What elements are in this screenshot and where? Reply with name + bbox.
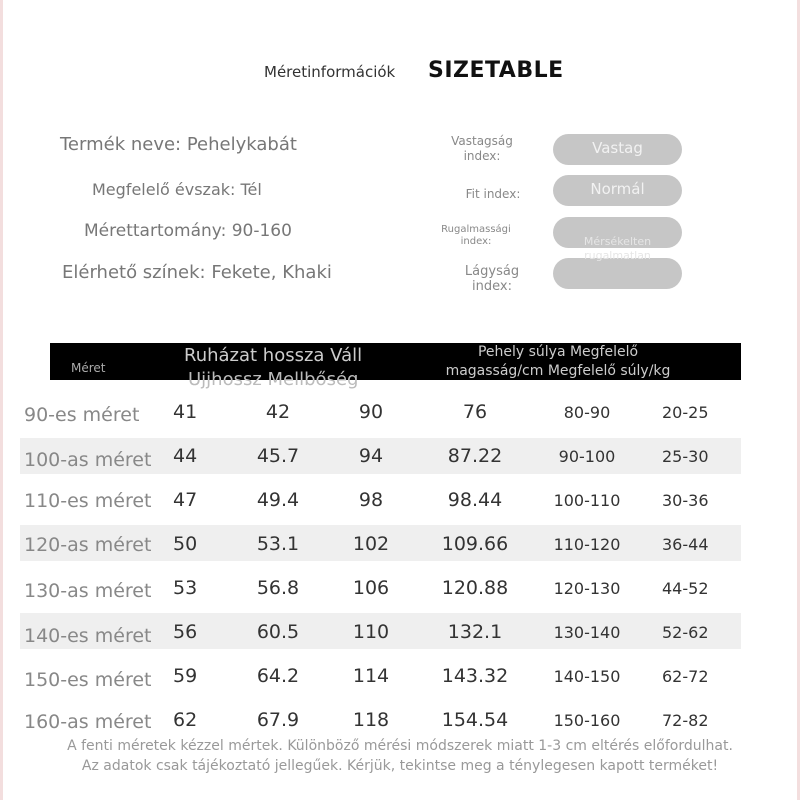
clothing-length: 41	[173, 401, 198, 423]
chest: 154.54	[441, 709, 509, 731]
available-colors: Elérhető színek: Fekete, Khaki	[62, 262, 332, 283]
clothing-length: 62	[173, 709, 198, 731]
clothing-length: 59	[173, 665, 198, 687]
size-name: 140-es méret	[24, 625, 152, 647]
sleeve-length: 106	[352, 577, 390, 599]
weight-range: 72-82	[662, 711, 709, 730]
height-range: 120-130	[553, 579, 621, 598]
product-name: Termék neve: Pehelykabát	[60, 134, 297, 155]
thickness-index-label: Vastagság index:	[451, 134, 513, 163]
shoulder: 53.1	[256, 533, 300, 555]
size-name: 120-as méret	[24, 534, 152, 556]
shoulder: 45.7	[256, 445, 300, 467]
shoulder: 67.9	[256, 709, 300, 731]
weight-range: 20-25	[662, 403, 709, 422]
chest: 120.88	[441, 577, 509, 599]
height-range: 80-90	[563, 403, 611, 422]
size-name: 110-es méret	[24, 490, 152, 512]
header-right-line2: magasság/cm Megfelelő súly/kg	[445, 363, 671, 379]
sleeve-length: 94	[358, 445, 384, 467]
chest: 132.1	[447, 621, 503, 643]
size-name: 90-es méret	[24, 404, 140, 426]
weight-range: 25-30	[662, 447, 709, 466]
fit-index-value: Normál	[553, 175, 682, 206]
left-border	[0, 0, 3, 800]
header-measurements-line1: Ruházat hossza Váll	[184, 345, 363, 366]
thickness-index-value: Vastag	[553, 134, 682, 165]
chest: 76	[462, 401, 488, 423]
sleeve-length: 110	[352, 621, 390, 643]
shoulder: 64.2	[256, 665, 300, 687]
chest: 87.22	[447, 445, 503, 467]
elasticity-overlay-text: Mérsékelten rugalmatlan	[583, 235, 652, 262]
size-name: 160-as méret	[24, 711, 152, 733]
height-range: 90-100	[558, 447, 616, 466]
clothing-length: 50	[173, 533, 198, 555]
weight-range: 52-62	[662, 623, 709, 642]
header-right	[420, 343, 696, 381]
weight-range: 62-72	[662, 667, 709, 686]
footnote-reference: Az adatok csak tájékoztató jellegűek. Kérjük, tekintse meg a ténylegesen kapott terméket!	[81, 758, 719, 774]
header-title: SIZETABLE	[428, 58, 564, 83]
size-name: 150-es méret	[24, 669, 152, 691]
clothing-length: 44	[173, 445, 198, 467]
header-right-line1: Pehely súlya Megfelelő	[477, 344, 639, 360]
shoulder: 42	[265, 401, 291, 423]
chest: 143.32	[441, 665, 509, 687]
sleeve-length: 102	[352, 533, 390, 555]
height-range: 100-110	[553, 491, 621, 510]
size-name: 100-as méret	[24, 449, 152, 471]
header-size: Méret	[71, 361, 106, 375]
elasticity-index-label: Rugalmassági index:	[441, 224, 511, 247]
clothing-length: 53	[173, 577, 198, 599]
sleeve-length: 90	[358, 401, 384, 423]
size-name: 130-as méret	[24, 580, 152, 602]
clothing-length: 56	[173, 621, 198, 643]
height-range: 110-120	[553, 535, 621, 554]
height-range: 150-160	[553, 711, 621, 730]
chest: 109.66	[441, 533, 509, 555]
weight-range: 36-44	[662, 535, 709, 554]
sleeve-length: 114	[352, 665, 390, 687]
weight-range: 44-52	[662, 579, 709, 598]
height-range: 130-140	[553, 623, 621, 642]
chest: 98.44	[447, 489, 503, 511]
shoulder: 56.8	[256, 577, 300, 599]
shoulder: 49.4	[256, 489, 300, 511]
height-range: 140-150	[553, 667, 621, 686]
shoulder: 60.5	[256, 621, 300, 643]
header-subtitle: Méretinformációk	[264, 63, 396, 81]
clothing-length: 47	[173, 489, 198, 511]
size-range: Mérettartomány: 90-160	[84, 221, 292, 241]
sleeve-length: 118	[352, 709, 390, 731]
header-measurements-line2: Ujjhossz Mellbőség	[188, 369, 359, 390]
weight-range: 30-36	[662, 491, 709, 510]
softness-index-label: Lágyság index:	[464, 264, 520, 294]
sleeve-length: 98	[358, 489, 384, 511]
season: Megfelelő évszak: Tél	[92, 180, 262, 199]
footnote-measurement: A fenti méretek kézzel mértek. Különböző mérési módszerek miatt 1-3 cm eltérés előfordulhat.	[67, 738, 733, 754]
fit-index-label: Fit index:	[465, 187, 521, 201]
